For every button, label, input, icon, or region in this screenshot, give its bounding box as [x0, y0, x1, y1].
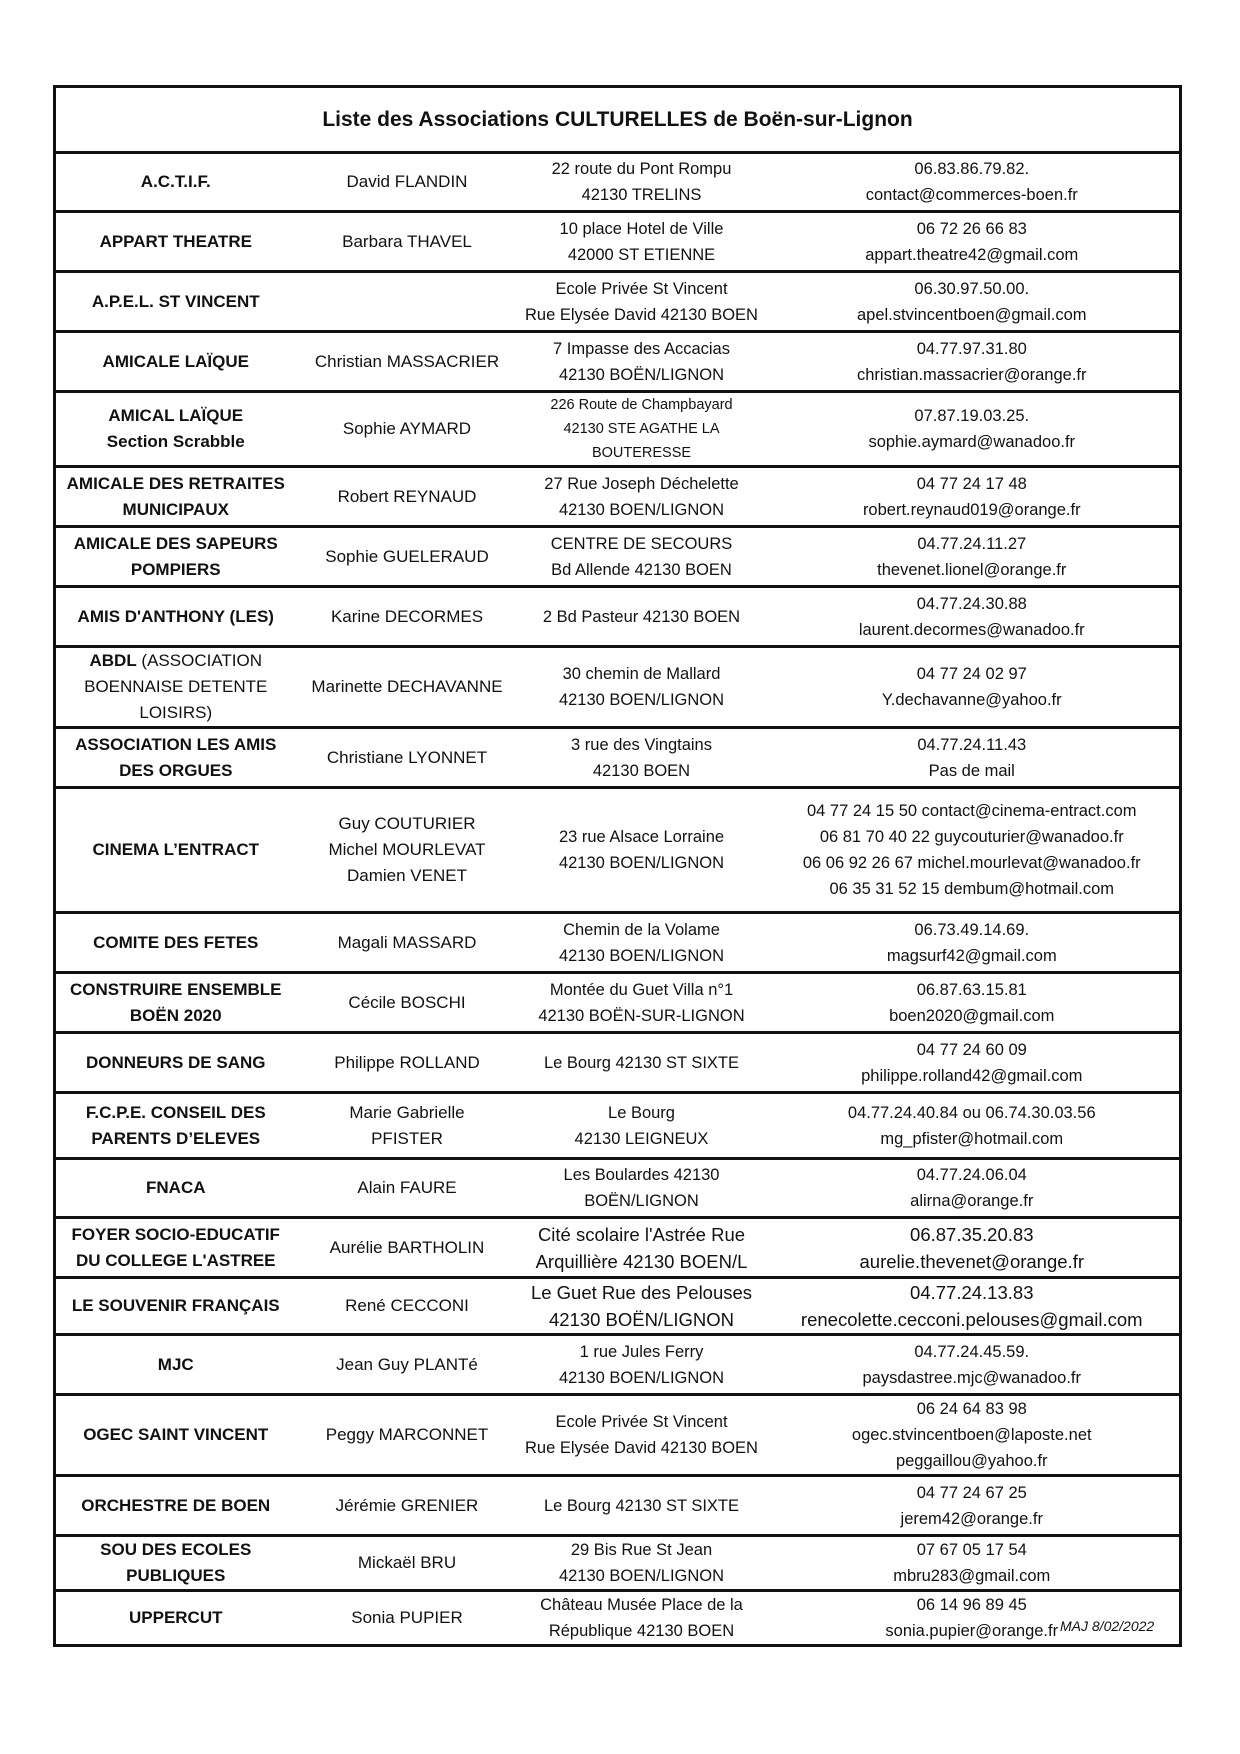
contact-person: Jean Guy PLANTé [296, 1335, 519, 1395]
association-name: ASSOCIATION LES AMIS DES ORGUES [55, 728, 296, 788]
association-name: CONSTRUIRE ENSEMBLE BOËN 2020 [55, 973, 296, 1033]
table-row [55, 587, 1181, 647]
association-name: APPART THEATRE [55, 212, 296, 272]
association-name: COMITE DES FETES [55, 913, 296, 973]
phone-email: 04.77.24.40.84 ou 06.74.30.03.56 mg_pfister@hotmail.com [765, 1093, 1181, 1159]
table-row [55, 1591, 1181, 1646]
table-row [55, 1395, 1181, 1476]
association-name: A.C.T.I.F. [55, 153, 296, 212]
association-name: F.C.P.E. CONSEIL DES PARENTS D’ELEVES [55, 1093, 296, 1159]
contact-person: Robert REYNAUD [296, 467, 519, 527]
address: Ecole Privée St Vincent Rue Elysée David 42130 BOEN [519, 272, 765, 332]
phone-email: 04 77 24 02 97 Y.dechavanne@yahoo.fr [765, 647, 1181, 728]
title-row [55, 87, 1181, 153]
phone-email: 06.87.63.15.81 boen2020@gmail.com [765, 973, 1181, 1033]
contact-person: Peggy MARCONNET [296, 1395, 519, 1476]
association-name: AMICAL LAÏQUE Section Scrabble [55, 392, 296, 467]
contact-person: Sophie GUELERAUD [296, 527, 519, 587]
address: 1 rue Jules Ferry 42130 BOEN/LIGNON [519, 1335, 765, 1395]
association-name: AMICALE DES SAPEURS POMPIERS [55, 527, 296, 587]
address: Le Bourg 42130 ST SIXTE [519, 1033, 765, 1093]
phone-email: 06.73.49.14.69. magsurf42@gmail.com [765, 913, 1181, 973]
table-row [55, 1218, 1181, 1278]
contact-person: Christiane LYONNET [296, 728, 519, 788]
association-name: ORCHESTRE DE BOEN [55, 1476, 296, 1536]
table-row [55, 467, 1181, 527]
address: 7 Impasse des Accacias 42130 BOËN/LIGNON [519, 332, 765, 392]
contact-person: Jérémie GRENIER [296, 1476, 519, 1536]
phone-email: 06 24 64 83 98 ogec.stvincentboen@laposte.net peggaillou@yahoo.fr [765, 1395, 1181, 1476]
address: 27 Rue Joseph Déchelette 42130 BOEN/LIGNON [519, 467, 765, 527]
table-row [55, 212, 1181, 272]
contact-person: Alain FAURE [296, 1159, 519, 1218]
phone-email: 04.77.24.13.83 renecolette.cecconi.pelouses@gmail.com [765, 1278, 1181, 1335]
table-row [55, 1536, 1181, 1591]
phone-email: 04.77.24.30.88 laurent.decormes@wanadoo.fr [765, 587, 1181, 647]
association-name [55, 647, 296, 728]
phone-email: 06 72 26 66 83 appart.theatre42@gmail.com [765, 212, 1181, 272]
contact-person: David FLANDIN [296, 153, 519, 212]
phone-email: 04 77 24 17 48 robert.reynaud019@orange.fr [765, 467, 1181, 527]
phone-email: 06.83.86.79.82. contact@commerces-boen.fr [765, 153, 1181, 212]
address: Ecole Privée St Vincent Rue Elysée David 42130 BOEN [519, 1395, 765, 1476]
address: Le Guet Rue des Pelouses 42130 BOËN/LIGNON [519, 1278, 765, 1335]
table-row [55, 1159, 1181, 1218]
table-row [55, 272, 1181, 332]
address: Le Bourg 42130 LEIGNEUX [519, 1093, 765, 1159]
association-name: DONNEURS DE SANG [55, 1033, 296, 1093]
phone-email: 04.77.24.06.04 alirna@orange.fr [765, 1159, 1181, 1218]
table-row [55, 788, 1181, 913]
association-name: FOYER SOCIO-EDUCATIF DU COLLEGE L'ASTREE [55, 1218, 296, 1278]
phone-email: 04.77.97.31.80 christian.massacrier@orange.fr [765, 332, 1181, 392]
address: 2 Bd Pasteur 42130 BOEN [519, 587, 765, 647]
association-name: A.P.E.L. ST VINCENT [55, 272, 296, 332]
contact-person: René CECCONI [296, 1278, 519, 1335]
contact-person [296, 272, 519, 332]
association-name: AMIS D'ANTHONY (LES) [55, 587, 296, 647]
association-name: LE SOUVENIR FRANÇAIS [55, 1278, 296, 1335]
association-name: AMICALE LAÏQUE [55, 332, 296, 392]
table-row [55, 973, 1181, 1033]
address: 10 place Hotel de Ville 42000 ST ETIENNE [519, 212, 765, 272]
phone-email: 04 77 24 67 25 jerem42@orange.fr [765, 1476, 1181, 1536]
table-row [55, 153, 1181, 212]
table-body [55, 87, 1181, 1646]
table-row [55, 527, 1181, 587]
association-name: OGEC SAINT VINCENT [55, 1395, 296, 1476]
update-date: MAJ 8/02/2022 [1060, 1618, 1155, 1634]
contact-person: Cécile BOSCHI [296, 973, 519, 1033]
table-row [55, 1278, 1181, 1335]
table-row [55, 1093, 1181, 1159]
phone-email: 06.30.97.50.00. apel.stvincentboen@gmail.com [765, 272, 1181, 332]
contact-person: Marie Gabrielle PFISTER [296, 1093, 519, 1159]
association-acronym: ABDL [89, 651, 137, 670]
phone-email: 06.87.35.20.83 aurelie.thevenet@orange.fr [765, 1218, 1181, 1278]
address: 30 chemin de Mallard 42130 BOEN/LIGNON [519, 647, 765, 728]
address: Château Musée Place de la République 42130 BOEN [519, 1591, 765, 1646]
association-name: CINEMA L’ENTRACT [55, 788, 296, 913]
phone-email: 04.77.24.11.43 Pas de mail [765, 728, 1181, 788]
address: Chemin de la Volame 42130 BOEN/LIGNON [519, 913, 765, 973]
table-row [55, 1476, 1181, 1536]
contact-person: Aurélie BARTHOLIN [296, 1218, 519, 1278]
contact-person: Sophie AYMARD [296, 392, 519, 467]
contact-person: Marinette DECHAVANNE [296, 647, 519, 728]
address: Cité scolaire l'Astrée Rue Arquillière 42130 BOEN/L [519, 1218, 765, 1278]
associations-table [53, 85, 1182, 1647]
association-name: UPPERCUT [55, 1591, 296, 1646]
contact-person: Karine DECORMES [296, 587, 519, 647]
phone-email: 04.77.24.11.27 thevenet.lionel@orange.fr [765, 527, 1181, 587]
address: CENTRE DE SECOURS Bd Allende 42130 BOEN [519, 527, 765, 587]
association-name: FNACA [55, 1159, 296, 1218]
address: 3 rue des Vingtains 42130 BOEN [519, 728, 765, 788]
phone-email: 06 14 96 89 45 sonia.pupier@orange.fr [765, 1591, 1181, 1646]
contact-person: Barbara THAVEL [296, 212, 519, 272]
address: 23 rue Alsace Lorraine 42130 BOEN/LIGNON [519, 788, 765, 913]
address: 22 route du Pont Rompu 42130 TRELINS [519, 153, 765, 212]
phone-email: 07 67 05 17 54 mbru283@gmail.com [765, 1536, 1181, 1591]
address: Les Boulardes 42130 BOËN/LIGNON [519, 1159, 765, 1218]
contact-person: Guy COUTURIER Michel MOURLEVAT Damien VENET [296, 788, 519, 913]
phone-email: 07.87.19.03.25. sophie.aymard@wanadoo.fr [765, 392, 1181, 467]
table-row [55, 332, 1181, 392]
phone-email: 04.77.24.45.59. paysdastree.mjc@wanadoo.fr [765, 1335, 1181, 1395]
association-name: AMICALE DES RETRAITES MUNICIPAUX [55, 467, 296, 527]
table-row [55, 647, 1181, 728]
phone-email: 04 77 24 15 50 contact@cinema-entract.com 06 81 70 40 22 guycouturier@wanadoo.fr 06 06 92 26 67 michel.mourlevat@wanadoo.fr 06 35 31 52 15 dembum@hotmail.com [765, 788, 1181, 913]
phone-email: 04 77 24 60 09 philippe.rolland42@gmail.com [765, 1033, 1181, 1093]
contact-person: Magali MASSARD [296, 913, 519, 973]
table-row [55, 392, 1181, 467]
association-name: SOU DES ECOLES PUBLIQUES [55, 1536, 296, 1591]
contact-person: Philippe ROLLAND [296, 1033, 519, 1093]
table-row [55, 728, 1181, 788]
association-name: MJC [55, 1335, 296, 1395]
table-row [55, 1033, 1181, 1093]
contact-person: Sonia PUPIER [296, 1591, 519, 1646]
table-row [55, 1335, 1181, 1395]
address: Le Bourg 42130 ST SIXTE [519, 1476, 765, 1536]
address: Montée du Guet Villa n°1 42130 BOËN-SUR-LIGNON [519, 973, 765, 1033]
address: 29 Bis Rue St Jean 42130 BOEN/LIGNON [519, 1536, 765, 1591]
association-fullname: (ASSOCIATION BOENNAISE DETENTE LOISIRS) [84, 651, 268, 722]
address: 226 Route de Champbayard 42130 STE AGATHE LA BOUTERESSE [519, 392, 765, 467]
table-row [55, 913, 1181, 973]
contact-person: Mickaël BRU [296, 1536, 519, 1591]
contact-person: Christian MASSACRIER [296, 332, 519, 392]
document-title: Liste des Associations CULTURELLES de Boën-sur-Lignon [322, 107, 913, 131]
